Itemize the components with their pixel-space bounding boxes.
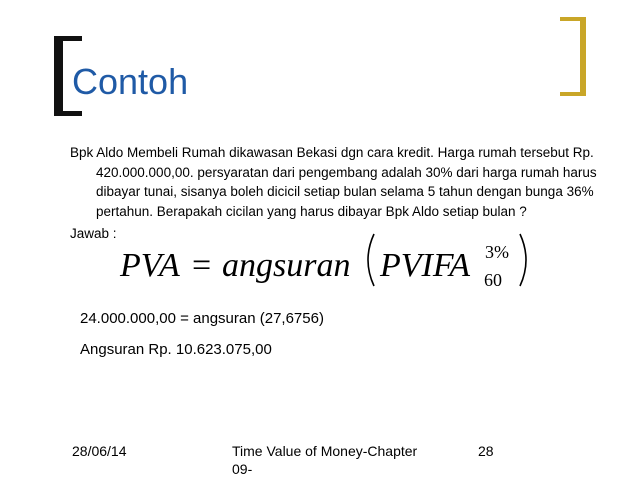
jawab-label: Jawab : [70,226,117,241]
formula-equals: = [192,247,212,284]
formula-right-paren [520,234,526,286]
footer-page-number: 28 [478,443,494,459]
footer-title: Time Value of Money-Chapter 09- [232,443,418,477]
formula-factor: PVIFA [380,247,471,284]
right-bracket-bottom [560,92,586,96]
right-bracket-bar [580,17,586,96]
left-bracket-bottom [54,111,82,116]
formula [118,228,558,290]
right-bracket-top [560,17,586,21]
left-bracket-top [54,36,82,41]
formula-word: angsuran [222,247,351,284]
result-line: Angsuran Rp. 10.623.075,00 [80,341,272,358]
formula-left-paren [368,234,374,286]
problem-paragraph: Bpk Aldo Membeli Rumah dikawasan Bekasi dgn cara kredit. Harga rumah tersebut Rp. 420.000.000,00. persyaratan dari pengembang adalah 30% dari harga rumah harus dibayar tunai, sisanya boleh dicicil setiap bulan selama 5 tahun dengan bunga 36% pertahun. Berapakah cicilan yang harus dibayar Bpk Aldo setiap bulan ? [70,145,597,219]
footer-date: 28/06/14 [72,443,127,459]
left-bracket-bar [54,36,63,116]
formula-lhs: PVA [120,247,180,284]
formula-superscript: 3% [485,242,509,262]
formula-subscript: 60 [484,270,502,290]
slide-title: Contoh [72,61,189,102]
calculation-line: 24.000.000,00 = angsuran (27,6756) [80,310,324,327]
